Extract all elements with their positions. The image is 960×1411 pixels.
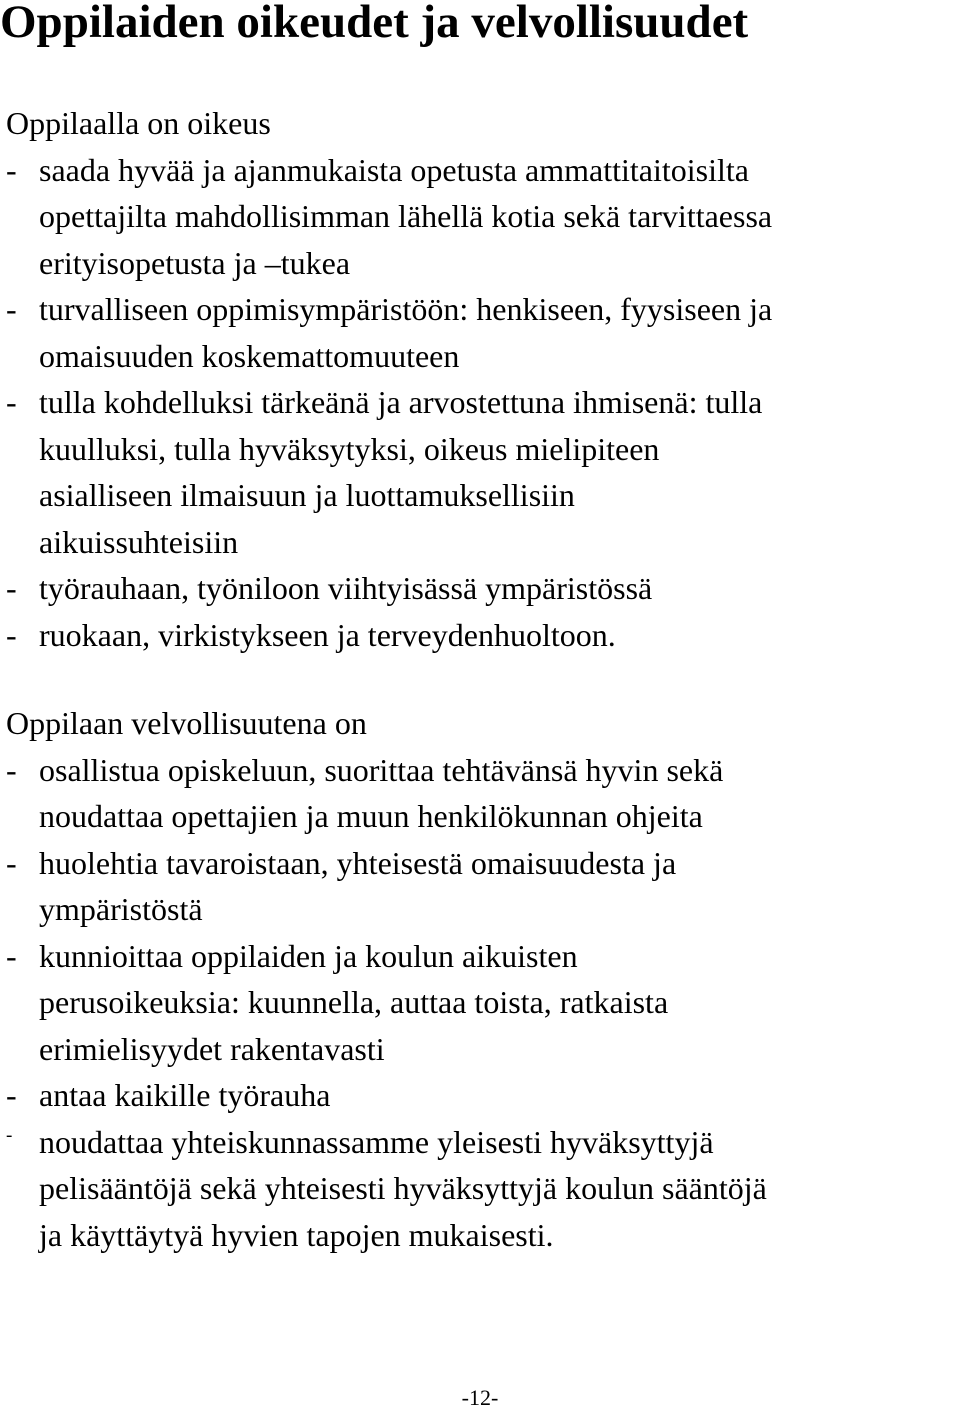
list-bullet: - — [6, 1124, 13, 1146]
list-item-line: tulla kohdelluksi tärkeänä ja arvostettuna ihmisenä: tulla — [39, 384, 763, 420]
list-item-line: antaa kaikille työrauha — [39, 1077, 331, 1113]
list-item-line: erimielisyydet rakentavasti — [39, 1030, 385, 1067]
list-item — [6, 147, 956, 287]
list-item — [6, 840, 956, 933]
list-item-line: turvalliseen oppimisympäristöön: henkiseen, fyysiseen ja — [39, 291, 773, 327]
page-number: -12- — [461, 1385, 499, 1410]
list-item-line: ruokaan, virkistykseen ja terveydenhuoltoon. — [39, 616, 616, 653]
list-bullet: - — [6, 751, 17, 788]
list-item-line: aikuissuhteisiin — [39, 523, 239, 560]
rights-list — [6, 147, 956, 659]
list-item — [6, 565, 956, 612]
list-bullet: - — [6, 937, 17, 974]
list-item-line: pelisääntöjä sekä yhteisesti hyväksyttyjä koulun sääntöjä — [39, 1170, 767, 1206]
list-item-line: noudattaa opettajien ja muun henkilökunnan ohjeita — [39, 798, 703, 834]
duties-heading: Oppilaan velvollisuutena on — [6, 705, 367, 741]
list-item-line: asialliseen ilmaisuun ja luottamuksellisiin — [39, 477, 575, 513]
list-item-line: perusoikeuksia: kuunnella, auttaa toista, ratkaista — [39, 984, 669, 1020]
list-item — [6, 933, 956, 1073]
list-item-line: ympäristöstä — [39, 891, 203, 927]
page-title: Oppilaiden oikeudet ja velvollisuudet — [0, 0, 749, 48]
list-item-line: kunnioittaa oppilaiden ja koulun aikuisten — [39, 937, 578, 974]
list-bullet: - — [6, 384, 17, 420]
list-bullet: - — [6, 151, 17, 188]
list-item-line: opettajilta mahdollisimman lähellä kotia sekä tarvittaessa — [39, 198, 773, 234]
list-item-line: kuulluksi, tulla hyväksytyksi, oikeus mielipiteen — [39, 430, 660, 467]
list-item-line: osallistua opiskeluun, suorittaa tehtävänsä hyvin sekä — [39, 751, 724, 788]
rights-section — [6, 100, 956, 658]
list-item-line: erityisopetusta ja –tukea — [39, 244, 351, 281]
list-item — [6, 612, 956, 659]
list-item-line: omaisuuden koskemattomuuteen — [39, 337, 460, 374]
list-bullet: - — [6, 570, 17, 606]
list-item — [6, 1072, 956, 1119]
list-bullet: - — [6, 616, 17, 653]
list-item — [6, 286, 956, 379]
list-item-line: huolehtia tavaroistaan, yhteisestä omaisuudesta ja — [39, 844, 677, 881]
duties-section — [6, 700, 956, 1258]
list-item — [6, 1119, 956, 1259]
rights-heading: Oppilaalla on oikeus — [6, 105, 271, 141]
list-bullet: - — [6, 844, 17, 881]
list-item-line: saada hyvää ja ajanmukaista opetusta ammattitaitoisilta — [39, 151, 749, 188]
list-item-line: noudattaa yhteiskunnassamme yleisesti hyväksyttyjä — [39, 1123, 714, 1160]
list-item-line: ja käyttäytyä hyvien tapojen mukaisesti. — [39, 1216, 554, 1253]
list-item-line: työrauhaan, työniloon viihtyisässä ympäristössä — [39, 570, 653, 606]
list-item — [6, 379, 956, 565]
list-bullet: - — [6, 291, 17, 327]
duties-list — [6, 747, 956, 1259]
list-bullet: - — [6, 1077, 17, 1113]
list-item — [6, 747, 956, 840]
